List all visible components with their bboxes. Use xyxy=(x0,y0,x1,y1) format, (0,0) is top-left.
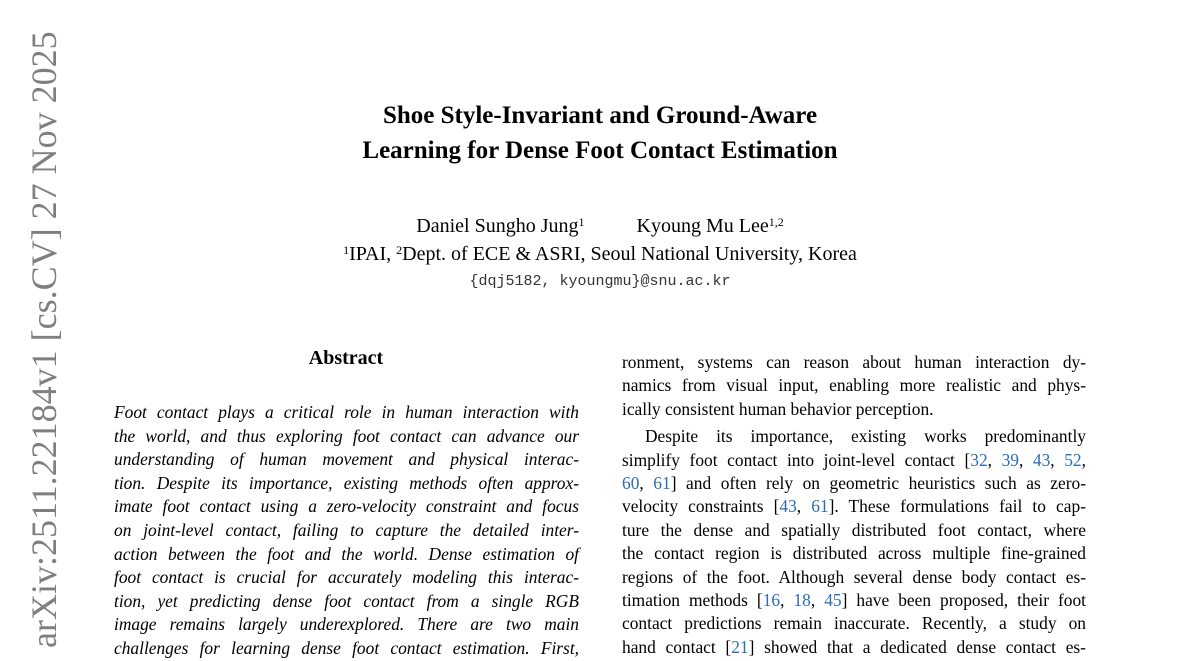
abstract-line: image remains largely underexplored. There are two main xyxy=(114,614,579,635)
author-affil-sup: 1 xyxy=(578,215,585,229)
body-line: regions of the foot. Although several dense body contact es- xyxy=(622,566,1086,587)
body-line: hand contact [21] showed that a dedicated dense contact es- xyxy=(622,636,1086,657)
affiliations xyxy=(0,240,1200,268)
citation-link[interactable]: 60 xyxy=(622,473,640,494)
intro-column xyxy=(622,351,1086,659)
affil-sup: 2 xyxy=(396,243,403,257)
affil-text: IPAI, xyxy=(349,243,397,265)
abstract-line: challenges for learning dense foot contact estimation. First, xyxy=(114,637,579,658)
body-line: timation methods [16, 18, 45] have been proposed, their foot xyxy=(622,590,1087,611)
author-name: Kyoung Mu Lee xyxy=(636,215,769,237)
citation-link[interactable]: 61 xyxy=(653,473,671,494)
abstract-body xyxy=(114,401,579,661)
abstract-line: the world, and thus exploring foot contact can advance our xyxy=(114,425,579,446)
author-list xyxy=(0,212,1200,240)
citation-link[interactable]: 45 xyxy=(824,590,842,611)
affil-text: Dept. of ECE & ASRI, Seoul National University, Korea xyxy=(402,243,857,265)
author-name: Daniel Sungho Jung xyxy=(416,215,579,237)
citation-link[interactable]: 32 xyxy=(970,449,988,470)
author-affil-sup: 1,2 xyxy=(768,215,784,229)
citation-link[interactable]: 43 xyxy=(779,496,797,517)
abstract-line: Foot contact plays a critical role in human interaction with xyxy=(114,402,579,422)
body-line: contact predictions remain inaccurate. Recently, a study on xyxy=(622,613,1086,634)
body-line: 60, 61] and often rely on geometric heuristics such as zero- xyxy=(622,473,1086,494)
abstract-line: foot contact is crucial for accurately modeling this interac- xyxy=(114,567,579,588)
arxiv-stamp[interactable]: arXiv:2511.22184v1 [cs.CV] 27 Nov 2025 xyxy=(24,31,64,648)
citation-link[interactable]: 21 xyxy=(731,636,749,657)
author-email[interactable]: {dqj5182, kyoungmu}@snu.ac.kr xyxy=(469,273,731,290)
title-line-2: Learning for Dense Foot Contact Estimation xyxy=(362,137,838,164)
body-line: the contact region is distributed across multiple fine-grained xyxy=(622,543,1086,564)
title-line-1: Shoe Style-Invariant and Ground-Aware xyxy=(382,102,818,129)
citation-link[interactable]: 52 xyxy=(1064,449,1082,470)
body-line: simplify foot contact into joint-level contact [32, 39, 43, 52, xyxy=(622,449,1086,470)
body-line: velocity constraints [43, 61]. These formulations fail to cap- xyxy=(622,496,1086,517)
abstract-line: imate foot contact using a zero-velocity constraint and focus xyxy=(114,496,579,517)
body-line: namics from visual input, enabling more realistic and phys- xyxy=(622,375,1086,396)
abstract-line: tion, yet predicting dense foot contact from a single RGB xyxy=(114,590,579,611)
abstract-line: action between the foot and the world. Dense estimation of xyxy=(114,543,579,564)
abstract-line: tion. Despite its importance, existing methods often approx- xyxy=(114,472,579,493)
body-line: ically consistent human behavior perception. xyxy=(622,398,934,419)
abstract-line: on joint-level contact, failing to capture the detailed inter- xyxy=(114,519,579,540)
citation-link[interactable]: 61 xyxy=(811,496,829,517)
abstract-line: understanding of human movement and physical interac- xyxy=(114,449,579,470)
paper-title xyxy=(0,98,1200,168)
citation-link[interactable]: 18 xyxy=(793,590,811,611)
affil-sup: 1 xyxy=(343,243,350,257)
citation-link[interactable]: 43 xyxy=(1032,449,1051,470)
body-line: Despite its importance, existing works predominantly xyxy=(645,426,1086,447)
abstract-heading: Abstract xyxy=(308,347,384,369)
citation-link[interactable]: 16 xyxy=(762,590,781,611)
body-line: ture the dense and spatially distributed foot contact, where xyxy=(622,519,1086,540)
body-line: ronment, systems can reason about human interaction dy- xyxy=(622,352,1086,372)
citation-link[interactable]: 39 xyxy=(1001,449,1019,470)
